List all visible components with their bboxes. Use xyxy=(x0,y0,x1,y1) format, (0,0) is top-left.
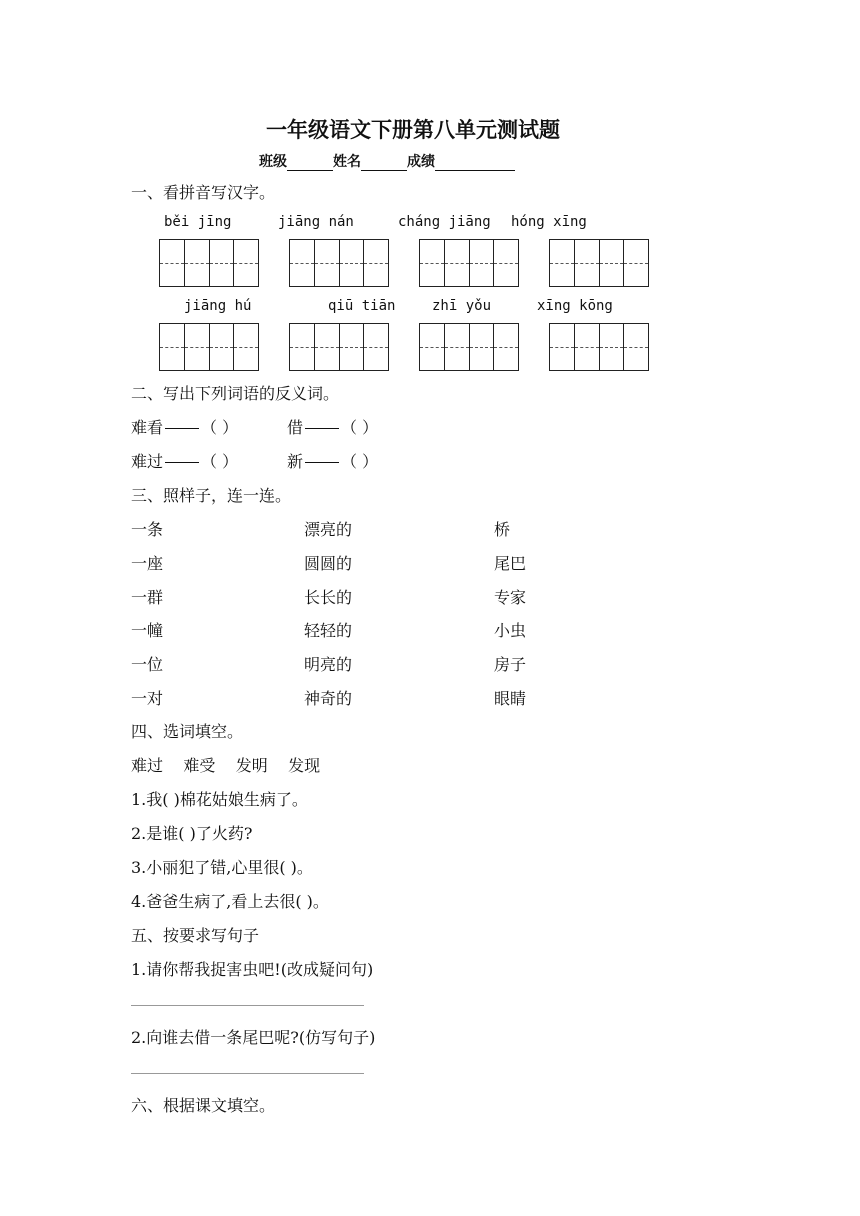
pinyin-label: zhī yǒu xyxy=(432,298,492,314)
answer-line[interactable] xyxy=(131,1073,364,1074)
match-item[interactable]: 一幢 xyxy=(131,621,164,641)
match-item[interactable]: 一位 xyxy=(131,655,164,675)
pinyin-label: jiāng nán xyxy=(278,214,354,230)
class-blank[interactable] xyxy=(287,156,333,171)
pinyin-label: cháng jiāng xyxy=(398,214,491,230)
word-bank-item: 难过 xyxy=(131,756,164,775)
pinyin-label: běi jīng xyxy=(164,214,232,230)
fill-sentence[interactable]: 3.小丽犯了错,心里很( )。 xyxy=(131,858,313,877)
writing-grid[interactable] xyxy=(419,323,519,371)
writing-grid[interactable] xyxy=(159,323,259,371)
page-title: 一年级语文下册第八单元测试题 xyxy=(266,118,560,142)
antonym-item: 难看 （ ） xyxy=(131,418,239,437)
fill-sentence[interactable]: 1.我( )棉花姑娘生病了。 xyxy=(131,790,308,809)
write-sentence-prompt: 1.请你帮我捉害虫吧!(改成疑问句) xyxy=(131,960,374,979)
match-item[interactable]: 桥 xyxy=(494,520,511,539)
fill-sentence[interactable]: 4.爸爸生病了,看上去很( )。 xyxy=(131,892,329,911)
match-item[interactable]: 眼睛 xyxy=(494,689,527,708)
match-item[interactable]: 一对 xyxy=(131,689,164,708)
section-6-heading: 六、根据课文填空。 xyxy=(131,1096,276,1115)
writing-grid[interactable] xyxy=(549,323,649,371)
antonym-item: 借 （ ） xyxy=(287,418,379,437)
match-item[interactable]: 小虫 xyxy=(494,621,527,641)
match-item[interactable]: 明亮的 xyxy=(304,655,353,675)
word-bank-item: 难受 xyxy=(183,756,216,775)
student-info-line xyxy=(259,151,515,171)
score-blank[interactable] xyxy=(435,156,515,171)
write-sentence-prompt: 2.向谁去借一条尾巴呢?(仿写句子) xyxy=(131,1028,376,1047)
match-item[interactable]: 专家 xyxy=(494,587,527,607)
section-4-heading: 四、选词填空。 xyxy=(131,722,244,741)
word-bank-item: 发明 xyxy=(235,756,268,775)
antonym-item: 难过 （ ） xyxy=(131,452,239,471)
writing-grid[interactable] xyxy=(159,239,259,287)
match-item[interactable]: 神奇的 xyxy=(304,689,353,708)
word-bank-item: 发现 xyxy=(288,756,321,775)
match-item[interactable]: 一群 xyxy=(131,587,164,607)
writing-grid[interactable] xyxy=(289,323,389,371)
match-item[interactable]: 尾巴 xyxy=(494,553,527,573)
pinyin-label: jiāng hú xyxy=(184,298,252,314)
fill-sentence[interactable]: 2.是谁( )了火药? xyxy=(131,824,253,843)
match-item[interactable]: 一条 xyxy=(131,520,164,539)
section-3-heading: 三、照样子，连一连。 xyxy=(131,486,292,505)
name-blank[interactable] xyxy=(361,156,407,171)
match-item[interactable]: 房子 xyxy=(494,655,527,675)
pinyin-label: xīng kōng xyxy=(537,298,613,314)
answer-line[interactable] xyxy=(131,1005,364,1006)
match-item[interactable]: 圆圆的 xyxy=(304,553,353,573)
pinyin-label: qiū tiān xyxy=(328,298,396,314)
pinyin-label: hóng xīng xyxy=(511,214,587,230)
match-item[interactable]: 一座 xyxy=(131,553,164,573)
section-2-heading: 二、写出下列词语的反义词。 xyxy=(131,384,340,403)
word-bank xyxy=(131,753,320,776)
writing-grid[interactable] xyxy=(289,239,389,287)
section-5-heading: 五、按要求写句子 xyxy=(131,926,260,945)
antonym-item: 新 （ ） xyxy=(287,452,379,471)
match-item[interactable]: 漂亮的 xyxy=(304,520,353,539)
section-1-heading: 一、看拼音写汉字。 xyxy=(131,183,276,202)
match-item[interactable]: 长长的 xyxy=(304,587,353,607)
writing-grid[interactable] xyxy=(419,239,519,287)
score-label: 成绩 xyxy=(407,154,435,170)
name-label: 姓名 xyxy=(333,154,361,170)
class-label: 班级 xyxy=(259,154,287,170)
match-item[interactable]: 轻轻的 xyxy=(304,621,353,641)
writing-grid[interactable] xyxy=(549,239,649,287)
